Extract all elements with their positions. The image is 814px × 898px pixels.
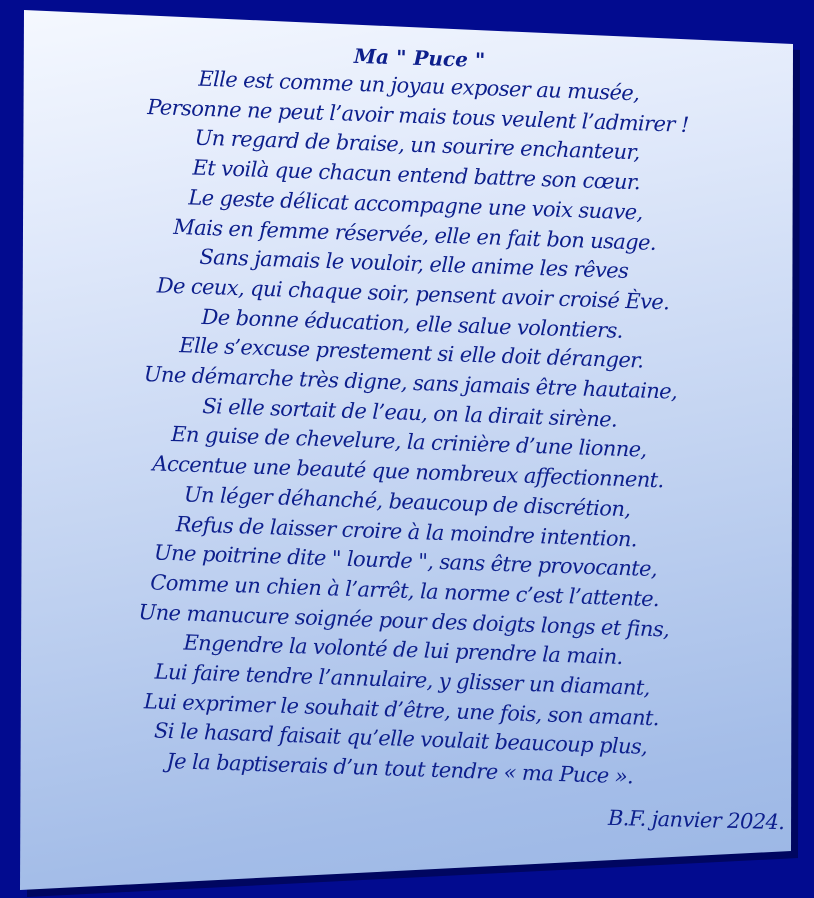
poem-line: Le geste délicat accompagne une voix suave, (188, 185, 643, 225)
poem-line: Une manucure soignée pour des doigts longs et fins, (138, 599, 670, 642)
signature: B.F. janvier 2024. (607, 805, 785, 835)
poem-line: Personne ne peut l’avoir mais tous veulent l’admirer ! (146, 94, 690, 137)
poem-line: En guise de chevelure, la crinière d’une lionne, (170, 422, 647, 463)
poem-line: Un léger déhanché, beaucoup de discrétion, (183, 482, 631, 522)
poem-body (40, 32, 780, 796)
poem-line: Elle s’excuse prestement si elle doit déranger. (178, 333, 644, 373)
poem-line: De bonne éducation, elle salue volontiers. (201, 304, 624, 343)
poem-line: Une démarche très digne, sans jamais être hautaine, (143, 362, 678, 404)
poem-line: Lui faire tendre l’annulaire, y glisser un diamant, (154, 659, 651, 701)
poem-line: Comme un chien à l’arrêt, la norme c’est l’attente. (150, 570, 660, 612)
poem-line: Si elle sortait de l’eau, on la dirait sirène. (201, 393, 618, 432)
poem-line: Mais en femme réservée, elle en fait bon usage. (173, 214, 657, 255)
poem-title: Ma " Puce " (353, 43, 486, 73)
poem-line: Si le hasard faisait qu’elle voulait beaucoup plus, (153, 719, 648, 760)
poem-line: Elle est comme un joyau exposer au musée, (198, 66, 640, 106)
poem-line: Refus de laisser croire à la moindre intention. (175, 511, 638, 552)
poem-line: Lui exprimer le souhait d’être, une fois, son amant. (143, 688, 660, 731)
poem-line: Une poitrine dite " lourde ", sans être provocante, (153, 540, 658, 582)
poem-line: Engendre la volonté de lui prendre la main. (183, 630, 623, 670)
poem-line: Accentue une beauté que nombreux affectionnent. (152, 451, 664, 493)
poem-line: Je la baptiserais d’un tout tendre « ma Puce ». (166, 749, 634, 789)
poem-line: Et voilà que chacun entend battre son cœur. (192, 155, 641, 195)
poem-line: Un regard de braise, un sourire enchanteur, (194, 125, 640, 165)
poem-line: Sans jamais le vouloir, elle anime les rêves (199, 245, 629, 284)
poem-line: De ceux, qui chaque soir, pensent avoir croisé Ève. (156, 273, 670, 315)
